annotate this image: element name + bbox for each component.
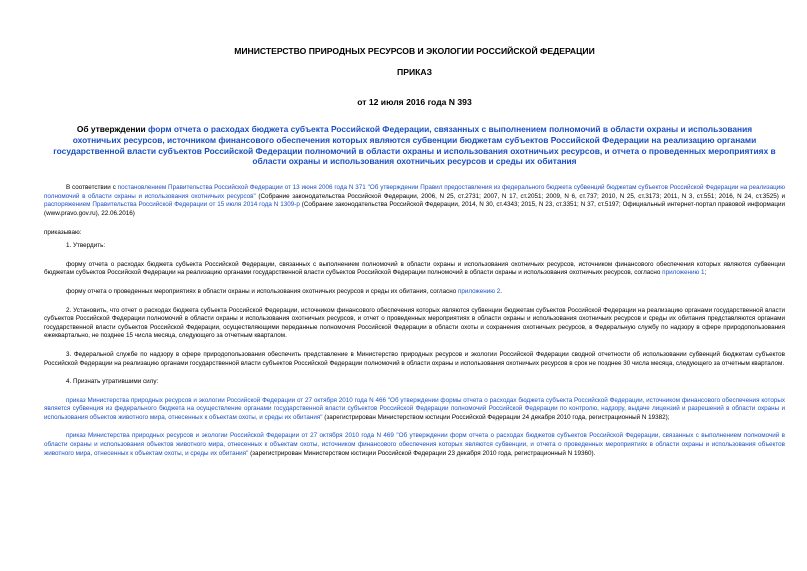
repealed-order-469 bbox=[44, 432, 785, 458]
preamble-link-decree[interactable]: постановлением Правительства Российской Федерации от 13 июня 2006 года N 371 "Об утверждении Правил предоставления из федерального бюджета субвенций бюджетам субъектов Российской Федерации на реализацию полномочий в области охраны и использования охотничьих ресурсов" bbox=[44, 184, 785, 200]
order-word: приказываю: bbox=[44, 228, 82, 236]
order-469-registration: (зарегистрирован Министерством юстиции Российской Федерации 23 декабря 2010 года, регистрационный N 19360). bbox=[248, 449, 596, 457]
item4-heading: 4. Признать утратившими силу: bbox=[66, 378, 159, 386]
preamble-paragraph bbox=[44, 184, 785, 218]
title-link[interactable]: форм отчета о расходах бюджета субъекта Российской Федерации, связанных с выполнением полномочий в области охраны и использования охотничьих ресурсов, источником финансового обеспечения которых являются субвенции бюджетам субъектов Российской Федерации на реализацию органами государственной власти субъектов Российской Федерации полномочий в области охраны и использования охотничьих ресурсов, и отчета о проведенных мероприятиях в области охраны и использования охотничьих ресурсов и среды их обитания bbox=[53, 124, 776, 167]
repealed-order-466 bbox=[44, 397, 785, 423]
preamble-link-order[interactable]: распоряжением Правительства Российской Федерации от 15 июля 2014 года N 1309-р bbox=[44, 201, 300, 209]
item1-form1-paragraph bbox=[44, 261, 785, 278]
form1-text: форму отчета о расходах бюджета субъекта Российской Федерации, связанных с выполнением полномочий в области охраны и использования охотничьих ресурсов, источником финансового обеспечения которых являются субвенции бюджетам субъектов Российской Федерации на реализацию органами государственной власти субъектов Российской Федерации полномочий в области охраны и использования охотничьих ресурсов, согласно bbox=[44, 260, 785, 277]
date-number-heading: от 12 июля 2016 года N 393 bbox=[357, 97, 472, 107]
appendix1-link[interactable]: приложению 1 bbox=[662, 269, 705, 277]
order-466-link[interactable]: приказ Министерства природных ресурсов и экологии Российской Федерации от 27 октября 2010 года N 466 "Об утверждении формы отчета о расходах бюджета субъекта Российской Федерации, источником финансового обеспечения которых является субвенция из федерального бюджета на осуществление органами государственной власти субъектов Российской Федерации полномочий Российской Федерации по контролю, надзору, выдаче лицензий и разрешений в области охраны и использования объектов животного мира, отнесенных к объектам охоты, и среды их обитания" bbox=[44, 396, 785, 421]
doc-type-heading: ПРИКАЗ bbox=[397, 67, 432, 77]
preamble-text-3: (Собрание законодательства Российской Федерации, 2014, N 30, ст.4343; 2015, N 23, ст.3351; N 37, ст.5197; Официальный интернет-портал правовой информации (www.pravo.gov.ru), 22.06.2016) bbox=[44, 201, 785, 217]
item1-heading: 1. Утвердить: bbox=[66, 242, 106, 250]
order-469-link[interactable]: приказ Министерства природных ресурсов и экологии Российской Федерации от 27 октября 2010 года N 469 "Об утверждении форм отчета о расходах бюджетов субъектов Российской Федерации, связанных с выполнением полномочий в области охраны и использования объектов животного мира, отнесенных к объектам охоты, источником финансового обеспечения которых являются субвенции, и отчета о проведенных мероприятиях в области охраны и использования объектов животного мира, отнесенных к объектам охоты, и среды их обитания" bbox=[44, 432, 785, 457]
form1-end: ; bbox=[704, 269, 707, 277]
appendix2-link[interactable]: приложению 2 bbox=[457, 287, 501, 295]
document-title bbox=[52, 124, 777, 167]
item2-paragraph: 2. Установить, что отчет о расходах бюджета субъекта Российской Федерации, источником финансового обеспечения которых являются субвенции бюджетам субъектов Российской Федерации на реализацию органами государственной власти субъектов Российской Федерации полномочий в области охраны и использования охотничьих ресурсов, и отчет о проведенных мероприятиях в области охраны и использования охотничьих ресурсов и среды их обитания представляются органами государственной власти субъектов Российской Федерации, осуществляющими переданные полномочия Российской Федерации в области охоты и сохранения охотничьих ресурсов, в Федеральную службу по надзору в сфере природопользования ежеквартально, не позднее 15 числа месяца, следующего за отчетным кварталом. bbox=[44, 306, 785, 340]
form2-end: . bbox=[500, 287, 502, 295]
item3-paragraph: 3. Федеральной службе по надзору в сфере природопользования обеспечить представление в Министерство природных ресурсов и экологии Российской Федерации сводной отчетности об использовании субвенций бюджетам субъектов Российской Федерации на реализацию органами государственной власти субъектов Российской Федерации полномочий в области охраны и использования охотничьих ресурсов в срок не позднее 30 числа месяца, следующего за отчетным кварталом. bbox=[44, 350, 785, 367]
preamble-text-1: В соответствии с bbox=[66, 184, 118, 192]
form2-text: форму отчета о проведенных мероприятиях в области охраны и использования охотничьих ресурсов и среды их обитания, согласно bbox=[66, 287, 458, 295]
preamble-text-2: (Собрание законодательства Российской Федерации, 2006, N 25, ст.2731; 2007, N 17, ст.2051; 2009, N 6, ст.737; 2010, N 25, ст.3173; 2011, N 3, ст.551; 2016, N 24, ст.3525) и bbox=[255, 192, 786, 200]
ministry-heading: МИНИСТЕРСТВО ПРИРОДНЫХ РЕСУРСОВ И ЭКОЛОГИИ РОССИЙСКОЙ ФЕДЕРАЦИИ bbox=[234, 46, 595, 56]
item1-form2-paragraph bbox=[44, 288, 785, 297]
title-prefix: Об утверждении bbox=[76, 124, 149, 134]
order-466-registration: (зарегистрирован Министерством юстиции Российской Федерации 24 декабря 2010 года, регистрационный N 19382); bbox=[322, 413, 670, 421]
